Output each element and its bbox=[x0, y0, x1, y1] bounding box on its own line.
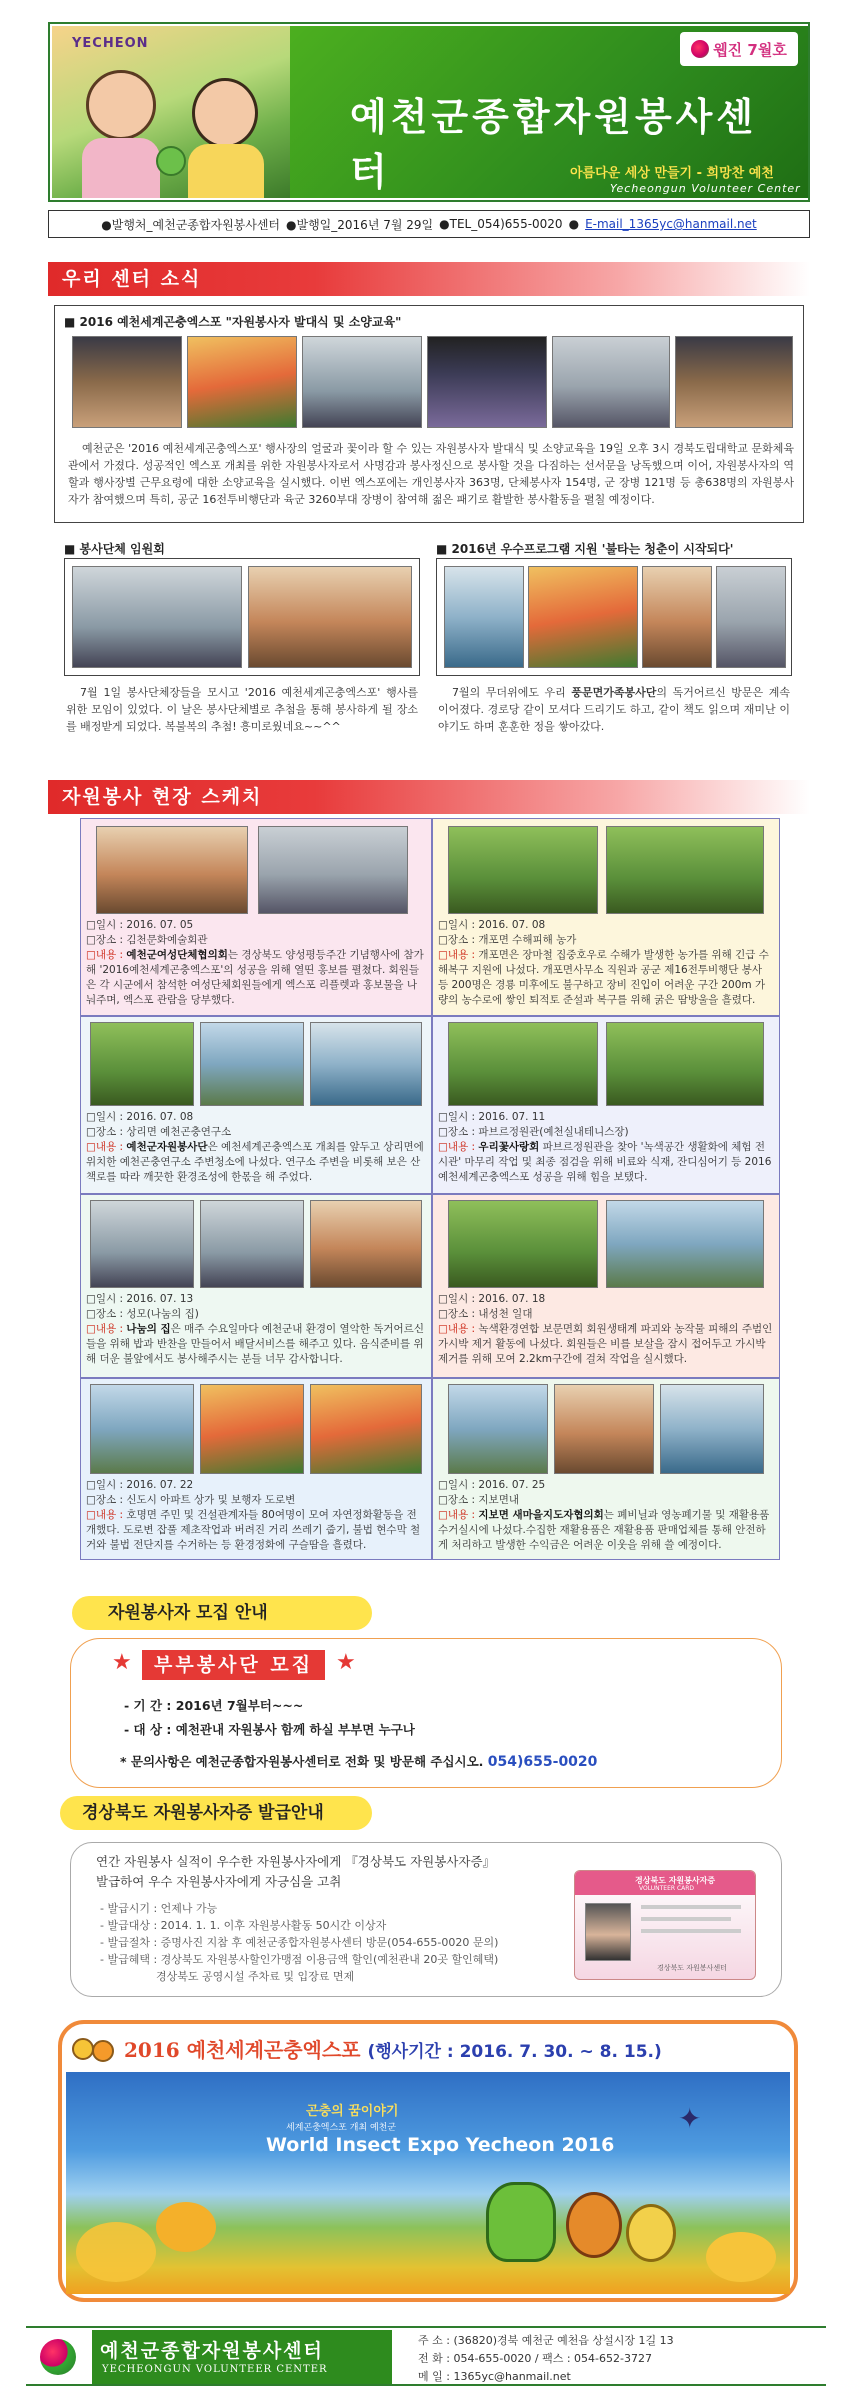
insect-mascot-image bbox=[156, 146, 186, 176]
expo-poster-subtitle: 세계곤충엑스포 개최 예천군 bbox=[286, 2123, 397, 2133]
sketch-text: 개포면은 장마철 집중호우로 수해가 발생한 농가를 위해 긴급 수해복구 지원에 나섰다. 개포면사무소 직원과 공군 제16전투비행단 봉사 등 200명은 경룡 미후에도 불구하고 장비 진입이 어려운 구간 200m 가량의 농수로에 쌓인 퇴적토 준설과 복구를 위해 굵은 땀방울을 흘렸다. bbox=[438, 949, 769, 1006]
sketch-text: 은 예천세계곤충엑스포 개최를 앞두고 상리면에 위치한 예천곤충연구소 주변청소에 나섰다. 연구소 주변을 비롯해 보은 산책로를 따라 깨끗한 환경조성에 한몫을 해 주었다. bbox=[86, 1141, 424, 1183]
sketch-photo bbox=[200, 1022, 304, 1106]
sketch-photo bbox=[310, 1022, 422, 1106]
sketch-place: □장소 : 개포면 수해피해 농가 bbox=[438, 934, 577, 946]
email-bullet: ● bbox=[568, 217, 580, 231]
sketch-text: 는 경상북도 양성평등주간 기념행사에 참가해 '2016예천세계곤충엑스포'의 성공을 위해 열띤 홍보를 펼쳤다. 회원들은 각 시군에서 참석한 여성단체회원들에게 엑스포 리플렛과 홍보물을 나눠주며, 엑스포 관람을 당부했다. bbox=[86, 949, 424, 1006]
star-icon: ★ bbox=[336, 1650, 356, 1675]
sketch-text: 녹색환경연합 보문면회 회원생태계 파괴와 농작물 피해의 주범인 가시박 제거 활동에 나섰다. 회원들은 비를 보살을 잠시 접어두고 가시박 제거를 위해 모여 2.2km구간에 걸쳐 작업을 실시했다. bbox=[438, 1323, 773, 1365]
article-body bbox=[438, 684, 790, 735]
sketch-place: □장소 : 내성천 일대 bbox=[438, 1308, 533, 1320]
issue-badge bbox=[680, 32, 798, 66]
insect-mascot-image bbox=[566, 2192, 622, 2258]
sketch-photo bbox=[90, 1384, 194, 1474]
sketch-photo bbox=[96, 826, 248, 914]
sketch-item bbox=[438, 1292, 774, 1367]
footer-address: 주 소 : (36820)경북 예천군 예천읍 상설시장 1길 13 bbox=[418, 2334, 674, 2347]
card-detail-line: - 발급혜택 : 경상북도 자원봉사할인가맹점 이용금액 할인(예천관내 20곳 할인혜택) bbox=[100, 1953, 499, 1966]
boy-face-image bbox=[86, 70, 156, 140]
expo-title bbox=[124, 2034, 662, 2063]
email-link[interactable]: E-mail_1365yc@hanmail.net bbox=[585, 217, 757, 231]
photo-stage bbox=[427, 336, 547, 428]
card-heading: 경상북도 자원봉사자증 발급안내 bbox=[60, 1796, 372, 1830]
card-intro bbox=[96, 1852, 495, 1892]
sketch-content bbox=[438, 1508, 774, 1553]
insect-mascot-icon bbox=[72, 2034, 118, 2064]
sketch-date: □일시 : 2016. 07. 05 bbox=[86, 919, 194, 931]
sketch-place: □장소 : 김천문화예술회관 bbox=[86, 934, 208, 946]
slogan-en: Yecheongun Volunteer Center bbox=[610, 182, 801, 195]
page-title: 예천군종합자원봉사센터 bbox=[350, 94, 758, 194]
card-intro-line: 발급하여 우수 자원봉사자에게 자긍심을 고취 bbox=[96, 1874, 342, 1889]
sketch-photo bbox=[660, 1384, 764, 1474]
sketch-item bbox=[438, 918, 774, 1008]
logo-heart-icon bbox=[40, 2339, 76, 2375]
article-title: ■ 2016 예천세계곤충엑스포 "자원봉사자 발대식 및 소양교육" bbox=[64, 315, 402, 329]
sketch-photo bbox=[90, 1022, 194, 1106]
sketch-org: 우리꽃사랑회 bbox=[478, 1141, 540, 1153]
sketch-photo bbox=[448, 1200, 598, 1288]
sketch-content bbox=[86, 948, 426, 1008]
sketch-content-label: □내용 : bbox=[438, 1141, 479, 1153]
photo-meeting-room bbox=[72, 566, 242, 668]
sketch-content-label: □내용 : bbox=[86, 1509, 127, 1521]
article-body: 예천군은 '2016 예천세계곤충엑스포' 행사장의 얼굴과 꽃이라 할 수 있는 자원봉사자 발대식 및 소양교육을 19일 오후 3시 경북도립대학교 문화체육관에서 가졌다. 성공적인 엑스포 개최를 위한 자원봉사자로서 사명감과 봉사정신으로 봉사할 것을 다짐하는 선서문을 낭독했으며 이어, 자원봉사자의 역할과 행사장별 근무요령에 대한 소양교육을 실시했다. 이번 엑스포에는 개인봉사자 363명, 단체봉사자 154명, 군 장병 121명 등 총638명의 자원봉사자가 참여했으며 특히, 공군 16전투비행단과 육군 3260부대 장병이 참여해 젊은 패기로 활발한 봉사활동을 펼칠 예정이다. bbox=[68, 442, 794, 506]
sketch-item bbox=[86, 1110, 426, 1185]
sketch-org: 지보면 새마을지도자협의회 bbox=[478, 1509, 604, 1521]
girl-face-image bbox=[192, 78, 258, 148]
card-detail-line: - 발급절차 : 증명사진 지참 후 예천군종합자원봉사센터 방문(054-655-0020 문의) bbox=[100, 1936, 499, 1949]
section-title-news: 우리 센터 소식 bbox=[48, 262, 810, 296]
photo-family-visit bbox=[444, 566, 524, 668]
sketch-place: □장소 : 파브르정원관(예천실내테니스장) bbox=[438, 1126, 629, 1138]
sketch-photo bbox=[606, 1022, 764, 1106]
sketch-item bbox=[86, 918, 426, 1008]
girl-body bbox=[188, 144, 264, 198]
section-title-sketch: 자원봉사 현장 스케치 bbox=[48, 780, 810, 814]
expo-poster-slogan: 곤충의 꿈이야기 bbox=[306, 2104, 399, 2119]
sketch-text: 호명면 주민 및 건설관계자들 80여명이 모여 자연정화활동을 전개했다. 도로변 잡풀 제초작업과 버려진 거리 쓰레기 줍기, 불법 현수막 철거와 불법 전단지를 수거하는 등 환경정화에 구슬땀을 흘렸다. bbox=[86, 1509, 421, 1551]
sketch-date: □일시 : 2016. 07. 13 bbox=[86, 1293, 194, 1305]
expo-title-main: 2016 예천세계곤충엑스포 bbox=[124, 2038, 361, 2062]
article-org: 풍문면가족봉사단 bbox=[571, 686, 657, 699]
photo-ceremony-hall bbox=[72, 336, 182, 428]
star-icon: ★ bbox=[112, 1650, 132, 1675]
sketch-photo bbox=[448, 1384, 548, 1474]
sketch-content bbox=[438, 1140, 774, 1185]
sketch-photo bbox=[200, 1200, 304, 1288]
sketch-item bbox=[86, 1292, 426, 1367]
sketch-content-label: □내용 : bbox=[86, 1323, 127, 1335]
publish-date: ●발행일_2016년 7월 29일 bbox=[286, 217, 434, 232]
photo-family-group bbox=[528, 566, 638, 668]
publisher: ●발행처_예천군종합자원봉사센터 bbox=[101, 217, 281, 232]
boy-body bbox=[82, 138, 160, 198]
sketch-date: □일시 : 2016. 07. 08 bbox=[438, 919, 546, 931]
header-photo-logo: YECHEON bbox=[72, 36, 149, 51]
sketch-photo bbox=[310, 1200, 422, 1288]
issue-badge-label: 웹진 7월호 bbox=[713, 40, 787, 59]
card-subtitle: VOLUNTEER CARD bbox=[639, 1885, 695, 1892]
recruit-heading: 자원봉사자 모집 안내 bbox=[72, 1596, 372, 1630]
sketch-content bbox=[438, 948, 774, 1008]
sketch-photo bbox=[200, 1384, 304, 1474]
sketch-item bbox=[438, 1478, 774, 1553]
recruit-program-title: 부부봉사단 모집 bbox=[142, 1650, 325, 1680]
card-photo bbox=[585, 1903, 631, 1961]
footer-center-name: 예천군종합자원봉사센터 bbox=[100, 2340, 324, 2362]
butterfly-icon: ✦ bbox=[678, 2102, 702, 2135]
article-body: 7월 1일 봉사단체장들을 모시고 '2016 예천세계곤충엑스포' 행사를 위한 모임이 있었다. 이 날은 봉사단체별로 추첨을 통해 봉사하게 될 장소를 배정받게 되었다. 복불복의 추첨! 흥미로웠네요~~^^ bbox=[66, 686, 418, 733]
photo-elder-talk bbox=[716, 566, 786, 668]
sketch-date: □일시 : 2016. 07. 18 bbox=[438, 1293, 546, 1305]
sketch-date: □일시 : 2016. 07. 25 bbox=[438, 1479, 546, 1491]
recruit-contact-text: * 문의사항은 예천군종합자원봉사센터로 전화 및 방문해 주십시오. bbox=[120, 1754, 488, 1769]
sketch-photo bbox=[448, 1022, 598, 1106]
footer-phone: 전 화 : 054-655-0020 / 팩스 : 054-652-3727 bbox=[418, 2352, 652, 2365]
sketch-org: 예천군자원봉사단 bbox=[126, 1141, 208, 1153]
recruit-contact bbox=[120, 1752, 597, 1770]
sketch-content-label: □내용 : bbox=[86, 1141, 127, 1153]
card-intro-line: 연간 자원봉사 실적이 우수한 자원봉사자에게 『경상북도 자원봉사자증』 bbox=[96, 1854, 496, 1869]
photo-lottery bbox=[248, 566, 412, 668]
header-photo bbox=[52, 26, 290, 198]
sketch-photo bbox=[448, 826, 598, 914]
card-detail-line: - 발급대상 : 2014. 1. 1. 이후 자원봉사활동 50시간 이상자 bbox=[100, 1919, 387, 1932]
phone-number: ●TEL_054)655-0020 bbox=[439, 217, 563, 231]
flower-shape bbox=[706, 2232, 776, 2282]
article-title: ■ 봉사단체 임원회 bbox=[64, 542, 165, 556]
recruit-period: - 기 간 : 2016년 7월부터~~~ bbox=[124, 1698, 304, 1713]
recruit-contact-phone: 054)655-0020 bbox=[487, 1754, 598, 1770]
sketch-text: 파브르정원관을 찾아 '녹색공간 생활화에 체험 전시관' 마무리 작업 및 최종 점검을 위해 비료와 식재, 잔디심어기 등 2016 예천세계곤충엑스포 성공을 위해 힘을 보탰다. bbox=[438, 1141, 772, 1183]
sketch-content-label: □내용 : bbox=[86, 949, 127, 961]
sketch-content bbox=[438, 1322, 774, 1367]
sketch-photo bbox=[258, 826, 408, 914]
center-logo bbox=[30, 2332, 86, 2382]
footer-center-name-en: YECHEONGUN VOLUNTEER CENTER bbox=[102, 2364, 328, 2375]
volunteer-card-image bbox=[574, 1870, 756, 1980]
sketch-content-label: □내용 : bbox=[438, 1323, 479, 1335]
sketch-place: □장소 : 상리면 예천곤충연구소 bbox=[86, 1126, 232, 1138]
sketch-content bbox=[86, 1322, 426, 1367]
sketch-date: □일시 : 2016. 07. 08 bbox=[86, 1111, 194, 1123]
footer-email[interactable]: 메 일 : 1365yc@hanmail.net bbox=[418, 2370, 571, 2383]
logo-heart-icon bbox=[691, 40, 709, 58]
sketch-org: 예천군여성단체협의회 bbox=[126, 949, 228, 961]
card-footer: 경상북도 자원봉사센터 bbox=[657, 1964, 727, 1972]
footer-name-panel bbox=[92, 2330, 392, 2384]
photo-auditorium bbox=[552, 336, 670, 428]
sketch-photo bbox=[90, 1200, 194, 1288]
sketch-photo bbox=[606, 826, 764, 914]
sketch-date: □일시 : 2016. 07. 11 bbox=[438, 1111, 546, 1123]
newsletter-header bbox=[48, 22, 810, 202]
slogan: 아름다운 세상 만들기 - 희망찬 예천 bbox=[570, 166, 774, 181]
sketch-photo bbox=[310, 1384, 422, 1474]
photo-volunteers-outdoor bbox=[187, 336, 297, 428]
sketch-place: □장소 : 성모(나눔의 집) bbox=[86, 1308, 199, 1320]
sketch-content bbox=[86, 1140, 426, 1185]
photo-audience bbox=[675, 336, 793, 428]
flower-shape bbox=[76, 2222, 156, 2282]
photo-elder-reading bbox=[642, 566, 712, 668]
card-detail-line: - 발급시기 : 언제나 가능 bbox=[100, 1902, 218, 1915]
sketch-content bbox=[86, 1508, 426, 1553]
insect-mascot-image bbox=[486, 2182, 556, 2262]
expo-period: (행사기간 : 2016. 7. 30. ~ 8. 15.) bbox=[367, 2042, 662, 2062]
sketch-photo bbox=[606, 1200, 764, 1288]
flower-shape bbox=[156, 2202, 216, 2252]
sketch-photo bbox=[554, 1384, 654, 1474]
card-detail-line: 경상북도 공영시설 주차료 및 입장료 면제 bbox=[100, 1970, 355, 1983]
article-title: ■ 2016년 우수프로그램 지원 '불타는 청춘이 시작되다' bbox=[436, 542, 734, 556]
card-title: 경상북도 자원봉사자증 bbox=[635, 1876, 716, 1885]
sketch-content-label: □내용 : bbox=[438, 1509, 479, 1521]
publication-info-bar bbox=[48, 210, 810, 238]
sketch-text: 는 폐비닐과 영농폐기물 및 재활용품 수거실시에 나섰다.수집한 재활용품은 재활용품 판매업체를 통해 안전하게 처리하고 발생한 수익금은 어려운 이웃을 위해 쓸 예정이다. bbox=[438, 1509, 770, 1551]
insect-mascot-image bbox=[626, 2204, 676, 2262]
sketch-text: 은 매주 수요일마다 예천군내 환경이 열악한 독거어르신들을 위해 밥과 반찬을 만들어서 배달서비스를 해주고 있다. 음식준비를 위해 더운 불앞에서도 봉사해주시는 분들 너무 감사합니다. bbox=[86, 1323, 424, 1365]
sketch-place: □장소 : 신도시 아파트 상가 및 보행자 도로변 bbox=[86, 1494, 296, 1506]
expo-poster-image bbox=[66, 2072, 790, 2294]
article-text: 의 독거어르신 방문은 계속 이어졌다. 경로당 같이 모셔다 드리기도 하고, 같이 책도 읽으며 재미난 이야기도 하며 훈훈한 정을 쌓아갔다. bbox=[438, 686, 791, 733]
article-text: 7월의 무더위에도 우리 bbox=[452, 686, 572, 699]
sketch-item bbox=[438, 1110, 774, 1185]
sketch-content-label: □내용 : bbox=[438, 949, 479, 961]
sketch-item bbox=[86, 1478, 426, 1553]
recruit-target: - 대 상 : 예천관내 자원봉사 함께 하실 부부면 누구나 bbox=[124, 1722, 415, 1737]
sketch-org: 나눔의 집 bbox=[126, 1323, 171, 1335]
photo-volunteer-group bbox=[302, 336, 422, 428]
sketch-date: □일시 : 2016. 07. 22 bbox=[86, 1479, 194, 1491]
sketch-place: □장소 : 지보면내 bbox=[438, 1494, 519, 1506]
expo-poster-en: World Insect Expo Yecheon 2016 bbox=[266, 2134, 615, 2156]
